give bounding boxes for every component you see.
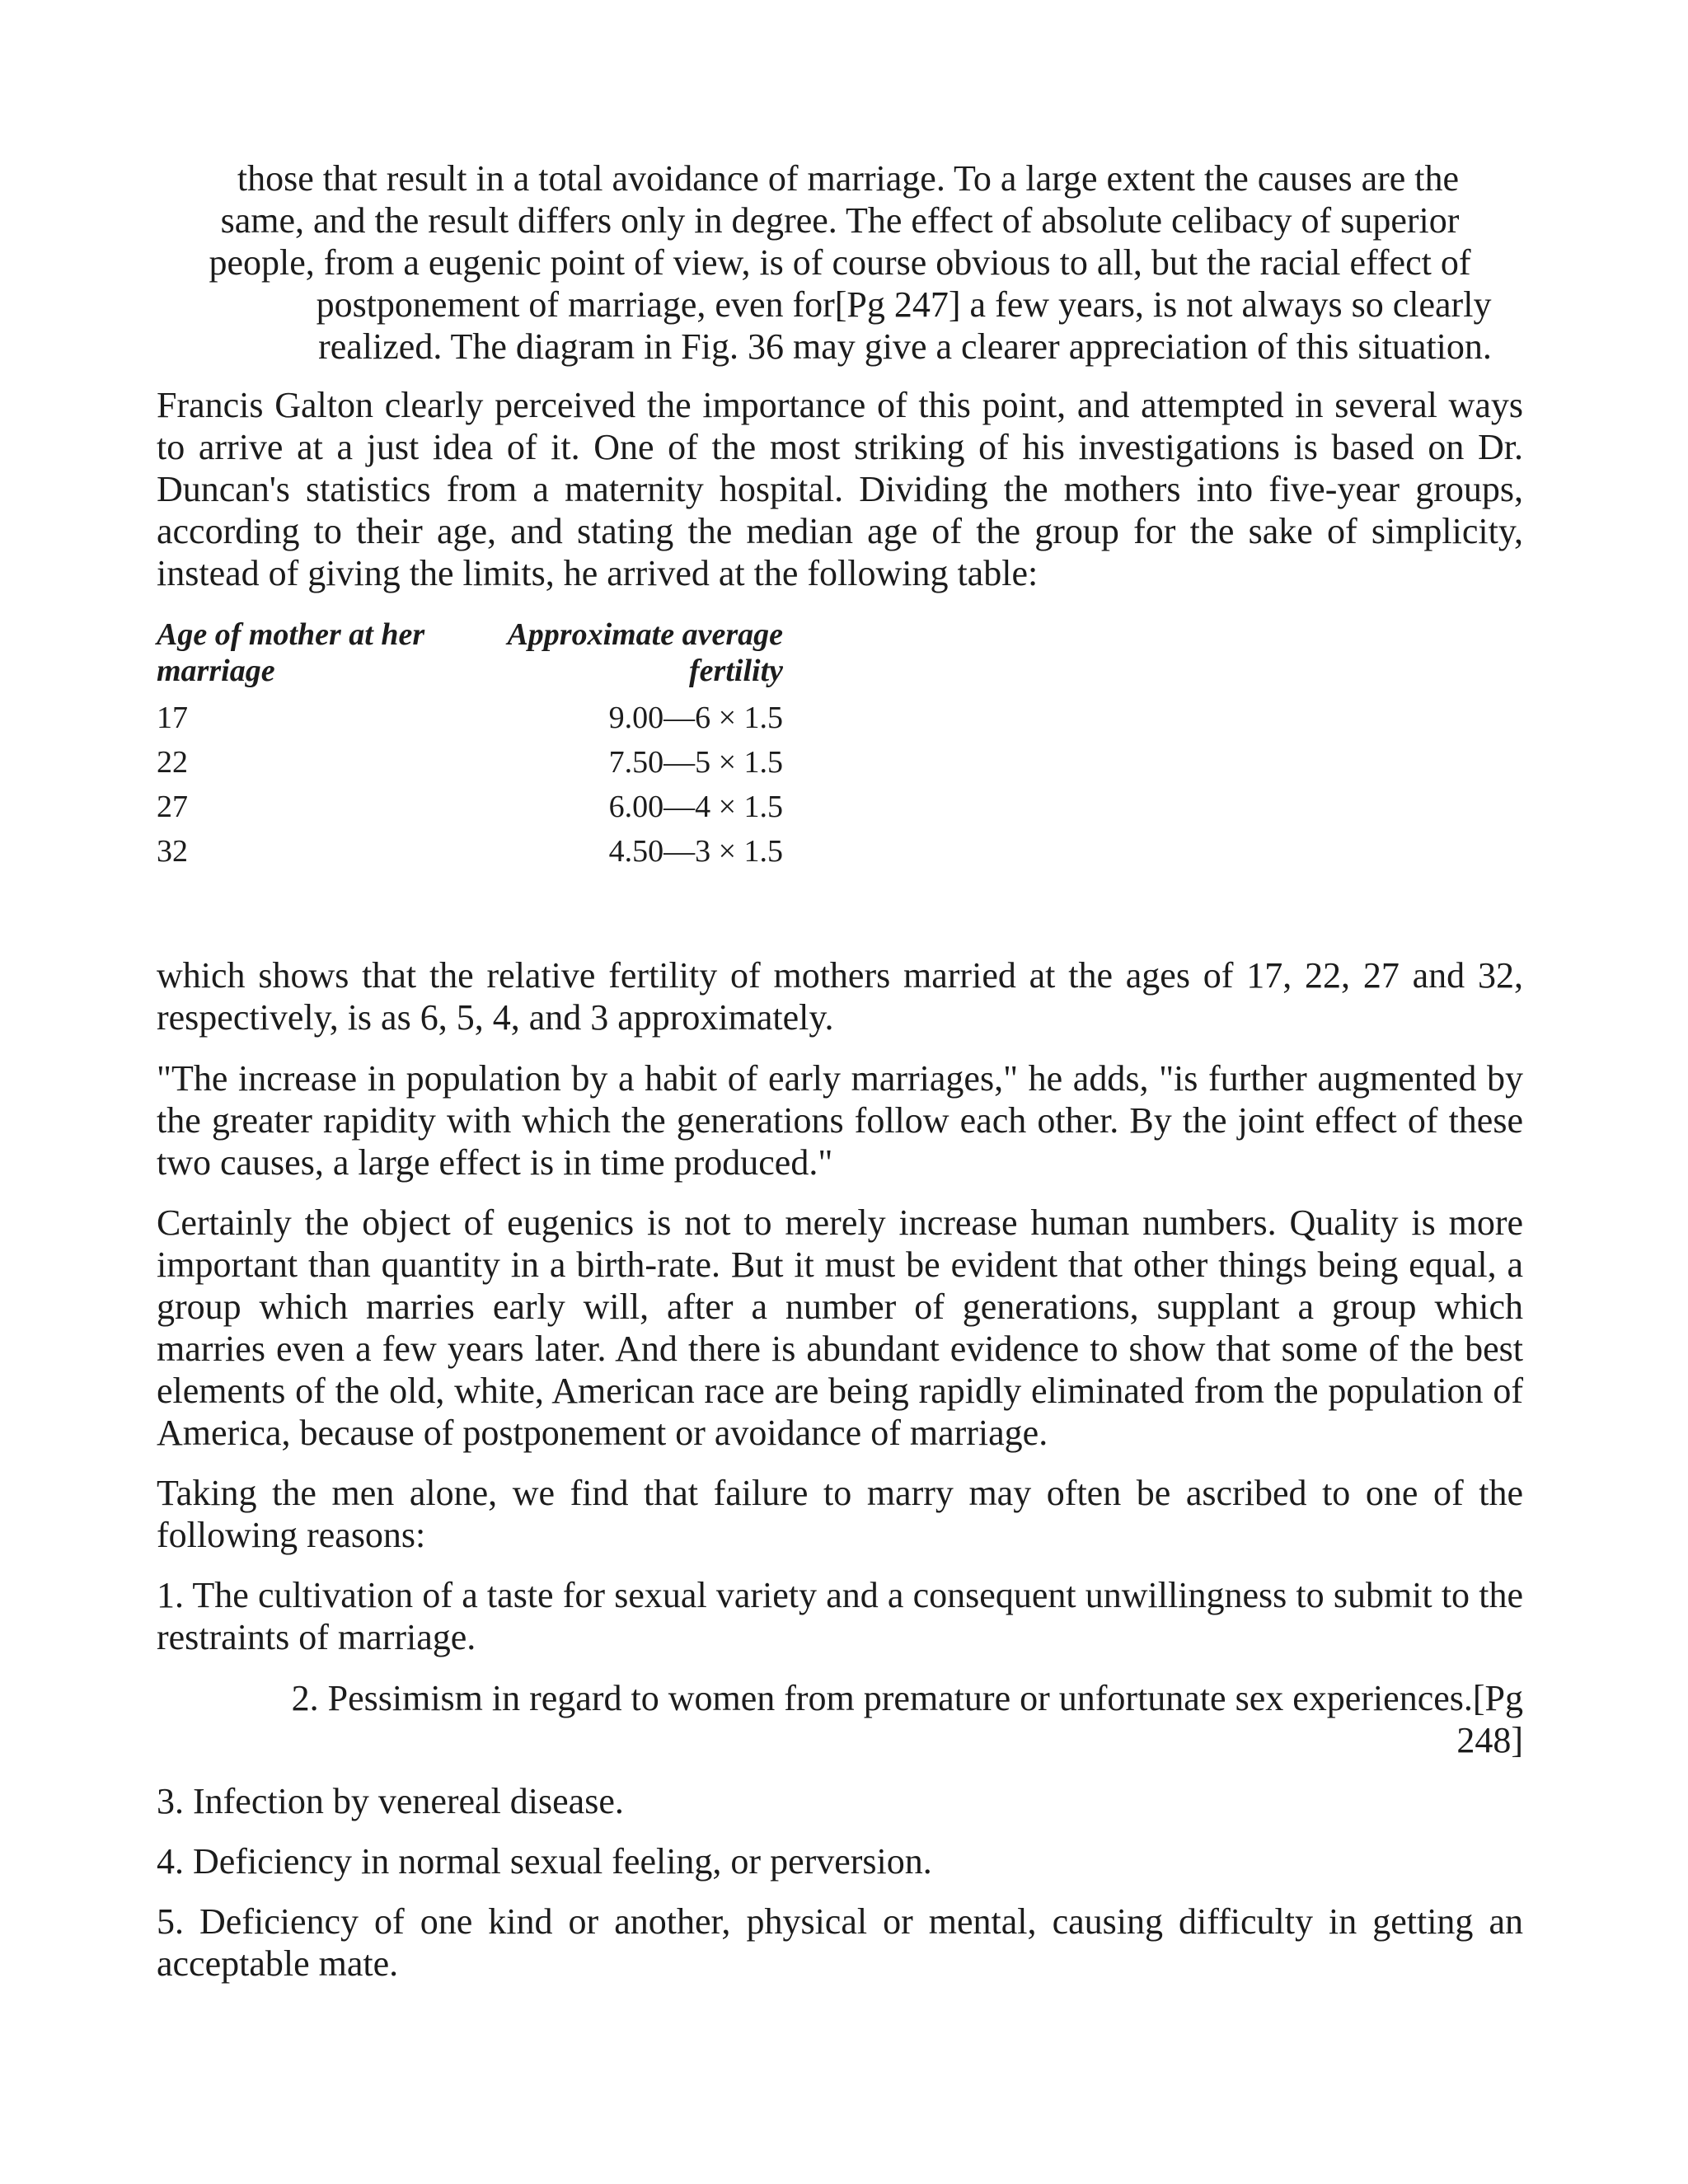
reason-4: 4. Deficiency in normal sexual feeling, or perversion. xyxy=(157,1841,932,1882)
intro-line-4: postponement of marriage, even for[Pg 247] a few years, is not always so clearly xyxy=(316,284,1492,325)
quote-paragraph: "The increase in population by a habit of early marriages," he adds, "is further augmented by the greater rapidity with which the generations follow each other. By the joint effect of these two causes, a large effect is in time produced." xyxy=(157,1058,1523,1183)
cell-fertility: 7.50—5 × 1.5 xyxy=(608,745,783,780)
intro-line-2: same, and the result differs only in degree. The effect of absolute celibacy of superior xyxy=(220,200,1460,241)
cell-fertility: 6.00—4 × 1.5 xyxy=(608,790,783,824)
table-body xyxy=(157,696,783,874)
shows-paragraph: which shows that the relative fertility of mothers married at the ages of 17, 22, 27 and 32, respectively, is as 6, 5, 4, and 3 approximately. xyxy=(157,955,1523,1038)
table-row xyxy=(157,785,783,829)
intro-line-1: those that result in a total avoidance of marriage. To a large extent the causes are the xyxy=(237,158,1460,199)
fertility-table xyxy=(157,616,783,874)
cell-fertility: 9.00—6 × 1.5 xyxy=(608,701,783,735)
intro-line-5: realized. The diagram in Fig. 36 may give a clearer appreciation of this situation. xyxy=(318,326,1492,367)
reason-3: 3. Infection by venereal disease. xyxy=(157,1781,624,1821)
reason-2 xyxy=(157,1677,1523,1761)
cell-age: 22 xyxy=(157,745,188,780)
intro-paragraph xyxy=(157,157,1523,368)
men-paragraph: Taking the men alone, we find that failure to marry may often be ascribed to one of the following reasons: xyxy=(157,1473,1523,1555)
reason-5: 5. Deficiency of one kind or another, physical or mental, causing difficulty in getting an acceptable mate. xyxy=(157,1901,1523,1984)
header-age: Age of mother at her marriage xyxy=(157,617,425,688)
cell-age: 17 xyxy=(157,701,188,735)
table-row xyxy=(157,740,783,785)
intro-line-3: people, from a eugenic point of view, is of course obvious to all, but the racial effect of xyxy=(209,242,1471,283)
reason-2-line-2: 248] xyxy=(1456,1720,1523,1760)
reason-2-line-1: 2. Pessimism in regard to women from premature or unfortunate sex experiences.[Pg xyxy=(291,1678,1523,1718)
header-fertility: Approximate average fertility xyxy=(507,617,783,688)
reason-1: 1. The cultivation of a taste for sexual variety and a consequent unwillingness to submit to the restraints of marriage. xyxy=(157,1575,1523,1657)
table-header xyxy=(157,616,783,689)
table-row xyxy=(157,829,783,874)
cell-age: 27 xyxy=(157,790,188,824)
galton-paragraph: Francis Galton clearly perceived the importance of this point, and attempted in several ways to arrive at a just idea of it. One of the most striking of his investigations is based on Dr. Duncan's statistics from a maternity hospital. Dividing the mothers into five-year groups, according to their age, and stating the median age of the group for the sake of simplicity, instead of giving the limits, he arrived at the following table: xyxy=(157,385,1523,593)
eugenics-paragraph: Certainly the object of eugenics is not to merely increase human numbers. Quality is more important than quantity in a birth-rate. But it must be evident that other things being equal, a group which marries early will, after a number of generations, supplant a group which marries even a few years later. And there is abundant evidence to show that some of the best elements of the old, white, American race are being rapidly eliminated from the population of America, because of postponement or avoidance of marriage. xyxy=(157,1202,1523,1453)
cell-fertility: 4.50—3 × 1.5 xyxy=(608,834,783,869)
cell-age: 32 xyxy=(157,834,188,869)
table-row xyxy=(157,696,783,740)
